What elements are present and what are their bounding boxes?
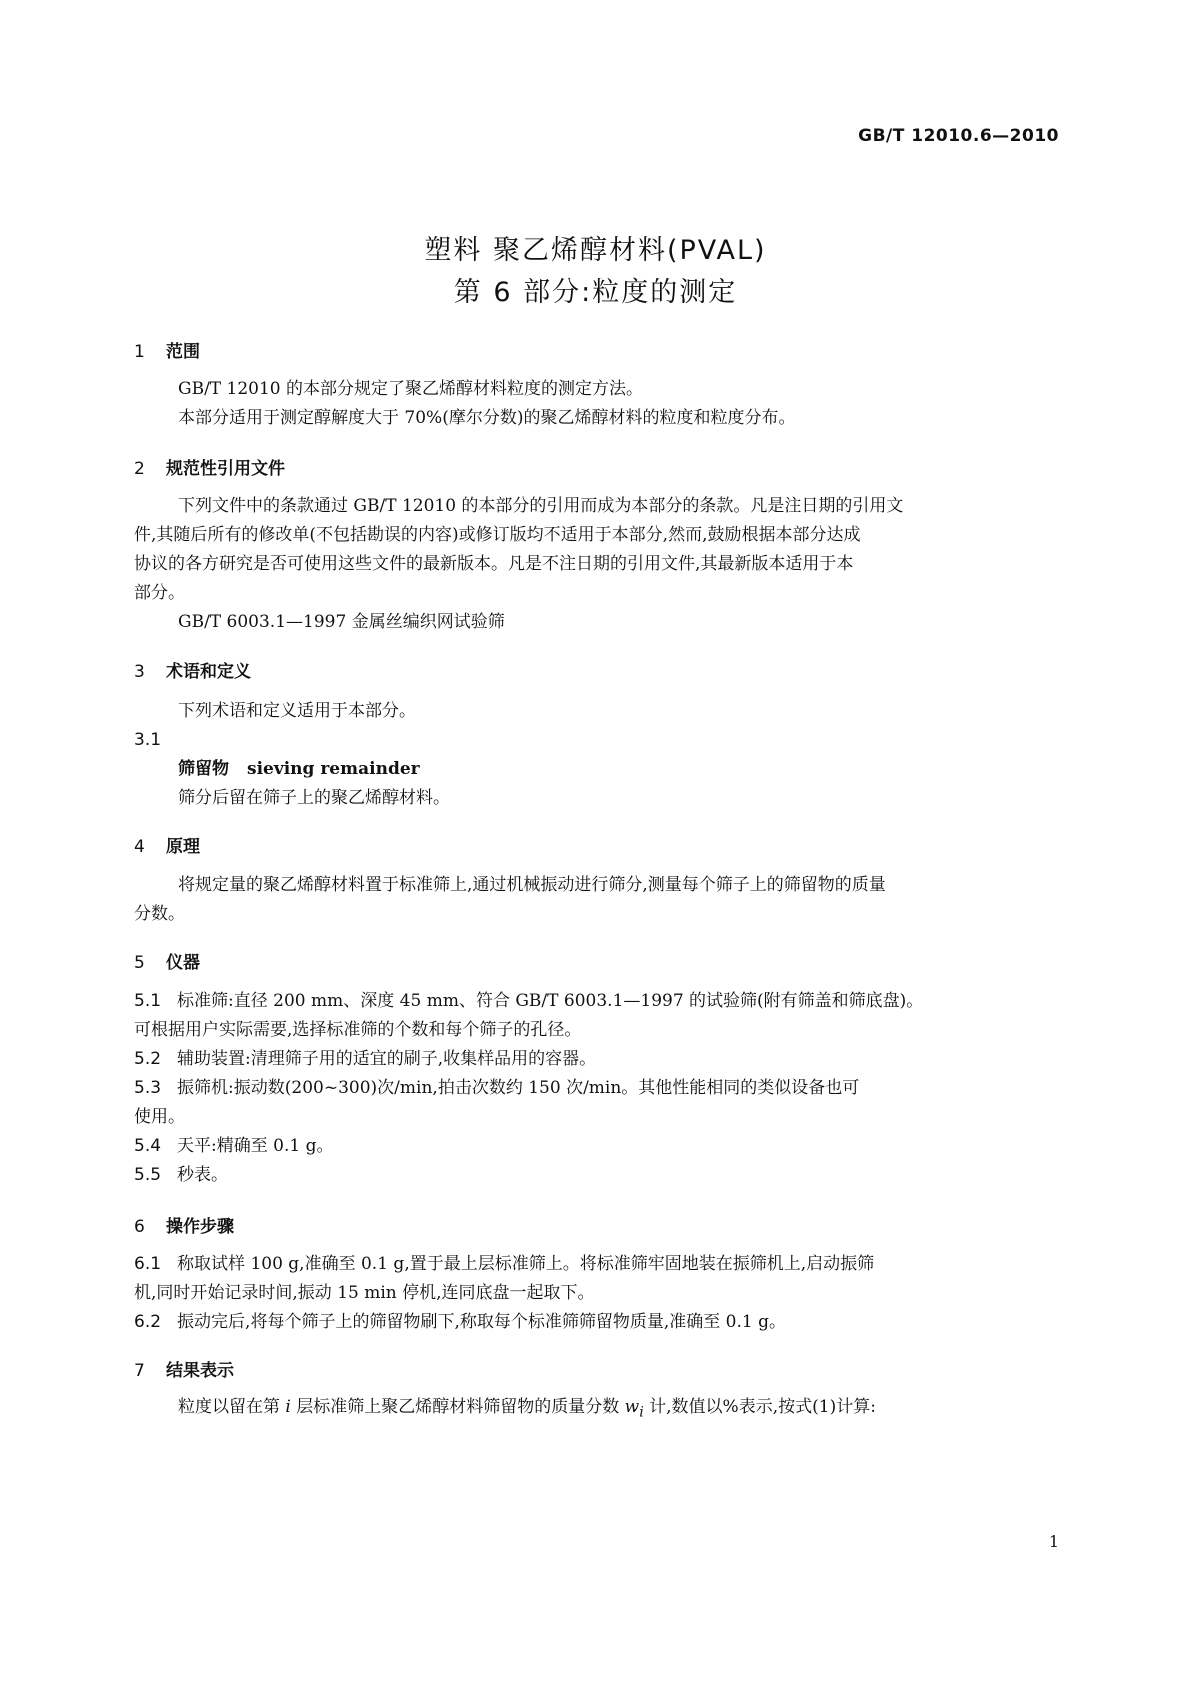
section-number: 1 — [134, 342, 145, 362]
section-2-body — [134, 492, 1058, 637]
clause-3-1-number: 3.1 — [134, 730, 162, 750]
section-7-heading — [134, 1356, 234, 1381]
clause-number: 5.4 — [134, 1136, 162, 1156]
clause-text: 振筛机:振动数(200~300)次/min,拍击次数约 150 次/min。其他性能相同的类似设备也可 — [177, 1078, 860, 1098]
section-4-body — [134, 871, 1058, 929]
clause-text: 称取试样 100 g,准确至 0.1 g,置于最上层标准筛上。将标准筛牢固地装在振筛机上,启动振筛 — [177, 1254, 875, 1274]
normative-reference: GB/T 6003.1—1997 金属丝编织网试验筛 — [178, 612, 505, 632]
section-title: 术语和定义 — [166, 662, 251, 682]
paragraph: 下列术语和定义适用于本部分。 — [178, 701, 416, 721]
term-definition: 筛分后留在筛子上的聚乙烯醇材料。 — [178, 788, 450, 808]
paragraph-line: 件,其随后所有的修改单(不包括勘误的内容)或修订版均不适用于本部分,然而,鼓励根据本部分达成 — [134, 525, 861, 545]
section-number: 5 — [134, 953, 145, 973]
section-title: 规范性引用文件 — [166, 459, 285, 479]
section-3-heading — [134, 657, 251, 682]
clause-6-2 — [134, 1308, 1058, 1337]
section-number: 4 — [134, 837, 145, 857]
text-run: 计,数值以%表示,按式(1)计算: — [643, 1397, 876, 1417]
clause-text: 振动完后,将每个筛子上的筛留物刷下,称取每个标准筛筛留物质量,准确至 0.1 g。 — [177, 1312, 786, 1332]
clause-5-5 — [134, 1161, 1058, 1190]
clause-number — [134, 726, 1058, 755]
clause-5-4 — [134, 1132, 1058, 1161]
paragraph-line: 分数。 — [134, 904, 185, 924]
paragraph — [134, 1393, 1058, 1427]
section-number: 7 — [134, 1361, 145, 1381]
section-title: 仪器 — [166, 953, 200, 973]
document-title-line1: 塑料 聚乙烯醇材料(PVAL) — [424, 235, 767, 266]
text-run: 粒度以留在第 — [178, 1397, 286, 1417]
section-2-heading — [134, 454, 285, 479]
clause-5-2 — [134, 1045, 1058, 1074]
section-number: 6 — [134, 1217, 145, 1237]
standard-number: GB/T 12010.6—2010 — [858, 126, 1059, 146]
clause-number: 5.2 — [134, 1049, 162, 1069]
term-english: sieving remainder — [247, 759, 420, 779]
term-entry — [134, 755, 1058, 784]
section-5-body — [134, 987, 1058, 1190]
clause-5-1 — [134, 987, 1058, 1016]
section-title: 操作步骤 — [166, 1217, 234, 1237]
paragraph-line: 将规定量的聚乙烯醇材料置于标准筛上,通过机械振动进行筛分,测量每个筛子上的筛留物的质量 — [178, 875, 886, 895]
clause-5-3-continued: 使用。 — [134, 1107, 185, 1127]
clause-number: 6.2 — [134, 1312, 162, 1332]
paragraph: GB/T 12010 的本部分规定了聚乙烯醇材料粒度的测定方法。 — [178, 379, 644, 399]
clause-6-1-continued: 机,同时开始记录时间,振动 15 min 停机,连同底盘一起取下。 — [134, 1283, 595, 1303]
clause-5-3 — [134, 1074, 1058, 1103]
mass-fraction-symbol: w — [624, 1397, 640, 1417]
section-6-heading — [134, 1212, 234, 1237]
clause-text: 辅助装置:清理筛子用的适宜的刷子,收集样品用的容器。 — [177, 1049, 597, 1069]
section-7-body — [134, 1393, 1058, 1427]
section-6-body — [134, 1250, 1058, 1337]
document-title-line2: 第 6 部分:粒度的测定 — [453, 277, 738, 308]
section-number: 3 — [134, 662, 145, 682]
section-4-heading — [134, 832, 200, 857]
index-variable: i — [285, 1397, 291, 1417]
section-3-body — [134, 697, 1058, 813]
clause-number: 5.3 — [134, 1078, 162, 1098]
clause-text: 天平:精确至 0.1 g。 — [177, 1136, 334, 1156]
paragraph-line: 协议的各方研究是否可使用这些文件的最新版本。凡是不注日期的引用文件,其最新版本适用于本 — [134, 554, 854, 574]
clause-6-1 — [134, 1250, 1058, 1279]
section-title: 原理 — [166, 837, 200, 857]
paragraph: 本部分适用于测定醇解度大于 70%(摩尔分数)的聚乙烯醇材料的粒度和粒度分布。 — [178, 408, 796, 428]
clause-number: 5.5 — [134, 1165, 162, 1185]
page-number: 1 — [1048, 1532, 1059, 1551]
section-5-heading — [134, 948, 200, 973]
clause-5-1-continued: 可根据用户实际需要,选择标准筛的个数和每个筛子的孔径。 — [134, 1020, 582, 1040]
text-run: 层标准筛上聚乙烯醇材料筛留物的质量分数 — [290, 1397, 625, 1417]
section-number: 2 — [134, 459, 145, 479]
section-1-body — [134, 375, 1058, 433]
clause-number: 5.1 — [134, 991, 162, 1011]
term-chinese: 筛留物 — [178, 759, 229, 779]
mass-fraction-subscript: i — [639, 1404, 644, 1421]
section-title: 范围 — [166, 342, 200, 362]
paragraph-line: 部分。 — [134, 583, 185, 603]
section-1-heading — [134, 337, 200, 362]
clause-number: 6.1 — [134, 1254, 162, 1274]
clause-text: 标准筛:直径 200 mm、深度 45 mm、符合 GB/T 6003.1—1997 的试验筛(附有筛盖和筛底盘)。 — [177, 991, 924, 1011]
section-title: 结果表示 — [166, 1361, 234, 1381]
paragraph-line: 下列文件中的条款通过 GB/T 12010 的本部分的引用而成为本部分的条款。凡是注日期的引用文 — [178, 496, 904, 516]
clause-text: 秒表。 — [177, 1165, 229, 1185]
